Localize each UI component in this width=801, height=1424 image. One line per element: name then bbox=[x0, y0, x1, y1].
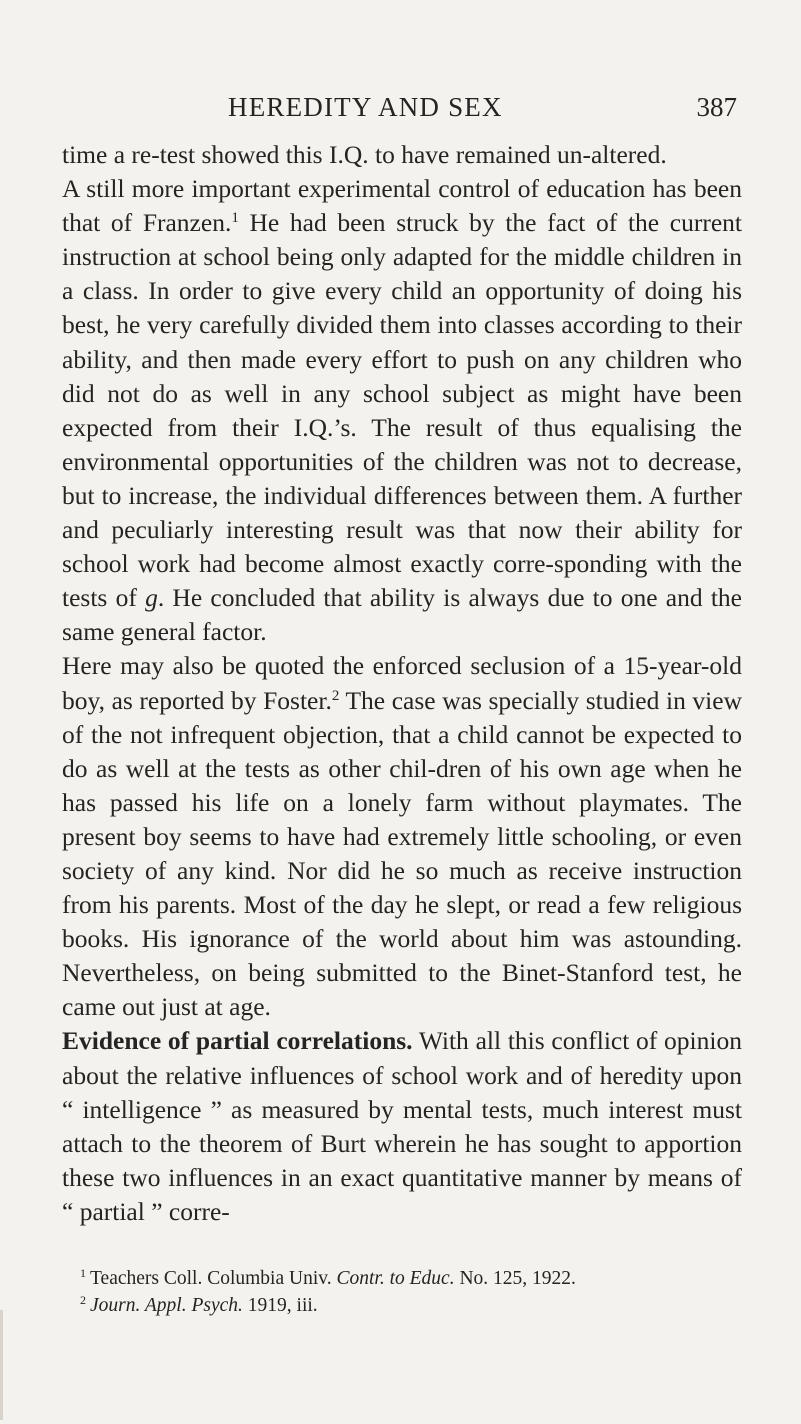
footnote-2-mark: 2 bbox=[80, 1293, 86, 1307]
factor-g: g bbox=[145, 583, 158, 613]
footnote-1-mark: 1 bbox=[80, 1266, 86, 1280]
paragraph-1 bbox=[62, 138, 742, 172]
footnote-2 bbox=[62, 1292, 742, 1319]
paragraph-3 bbox=[62, 649, 742, 1024]
footnote-1-text-a: Teachers Coll. Columbia Univ. bbox=[90, 1268, 337, 1289]
running-head: HEREDITY AND SEX bbox=[228, 92, 503, 122]
paragraph-2-text-b: He had been struck by the fact of the current instruction at school being only adapted for the middle children in a class. In order to give every child an opportunity of doing his best, he very carefully divided them into classes according to their ability, and then made every effort to push on any children who did not do as well in any school subject as might have been expected from their I.Q.’s. The result of thus equalising the environmental opportunities of the children was not to decrease, but to increase, the individual differences between them. A further and peculiarly interesting result was that now their ability for school work had become almost exactly corre-sponding with the tests of bbox=[62, 208, 742, 613]
paragraph-2-text-a: A still more important experimental control of education has been that of Franzen. bbox=[62, 174, 742, 238]
page-number: 387 bbox=[696, 92, 737, 122]
paragraph-1-text: time a re-test showed this I.Q. to have remained un-altered. bbox=[62, 140, 667, 169]
footnote-1 bbox=[62, 1265, 742, 1292]
footnote-1-italic: Contr. to Educ. bbox=[336, 1268, 455, 1289]
footnote-2-text-b: 1919, iii. bbox=[242, 1295, 318, 1316]
page-binding-edge bbox=[0, 1310, 3, 1420]
footnotes bbox=[62, 1265, 742, 1319]
footnote-1-text-b: No. 125, 1922. bbox=[454, 1268, 576, 1289]
paragraph-2-text-c: . He concluded that ability is always due to one and the same general factor. bbox=[62, 583, 742, 647]
footnote-ref-1: 1 bbox=[231, 210, 239, 227]
footnote-ref-2: 2 bbox=[331, 687, 340, 704]
paragraph-4-text: With all this conflict of opinion about the relative influences of school work and of heredity upon “ intelligence ” as measured by mental tests, much interest must attach to the theorem of Burt wherein he has sought to apportion these two influences in an exact quantitative manner by means of “ partial ” corre- bbox=[62, 1026, 742, 1226]
paragraph-3-text-b: The case was specially studied in view of the not infrequent objection, that a child cannot be expected to do as well at the tests as other chil-dren of his own age when he has passed his life on a lonely farm without playmates. The present boy seems to have had extremely little schooling, or even society of any kind. Nor did he so much as receive instruction from his parents. Most of the day he slept, or read a few religious books. His ignorance of the world about him was astounding. Nevertheless, on being submitted to the Binet-Stanford test, he came out just at age. bbox=[62, 685, 742, 1022]
section-heading-partial-correlations: Evidence of partial correlations. bbox=[62, 1026, 413, 1056]
paragraph-3-text-a: Here may also be quoted the enforced seclusion of a 15-year-old boy, as reported by Foster. bbox=[62, 651, 742, 715]
paragraph-4 bbox=[62, 1024, 742, 1229]
body-text bbox=[62, 138, 742, 1229]
footnote-2-italic: Journ. Appl. Psych. bbox=[90, 1295, 243, 1316]
paragraph-2 bbox=[62, 172, 742, 649]
page-header bbox=[0, 92, 801, 132]
